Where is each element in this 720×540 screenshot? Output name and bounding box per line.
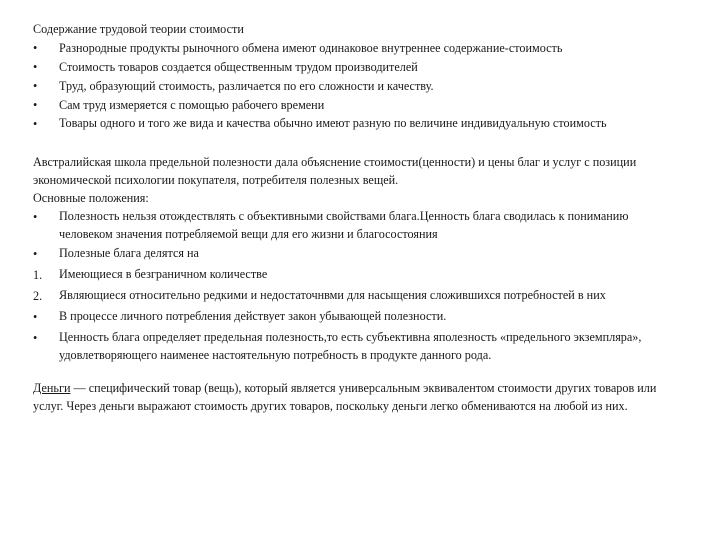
bullet-marker: • [33,98,38,112]
bullet-marker: • [33,41,38,55]
list-item-text: Полезные блага делятся на [59,246,199,260]
bullet-marker: • [33,117,38,131]
money-definition-text: — специфический товар (вещь), который является универсальным эквивалентом стоимости других товаров или услуг. Через деньги выражают стоимость других товаров, поскольку деньги легко обмениваются на любой из них. [33,381,657,413]
labor-theory-section [33,20,683,134]
list-item-text: Являющиеся относительно редкими и недостаточнвми для насыщения сложившихся потребностей в них [59,288,606,302]
bullet-marker: • [33,60,38,74]
list-marker: • [33,210,38,224]
list-item [33,96,683,115]
list-item-text: Полезность нельзя отождествлять с объективными свойствами блага.Ценность блага сводилась к пониманию человеком значения потребляемой вещи для его жизни и благосостояния [59,209,629,241]
list-item-text: Разнородные продукты рыночного обмена имеют одинаковое внутреннее содержание-стоимость [59,41,563,55]
list-marker: 2. [33,289,43,303]
list-item-text: Труд, образующий стоимость, различается по его сложности и качеству. [59,79,434,93]
list-item-text: Стоимость товаров создается общественным трудом производителей [59,60,418,74]
list-item [33,115,683,134]
marginal-utility-section [33,154,683,364]
spacer [33,134,683,154]
section-heading: Содержание трудовой теории стоимости [33,22,244,36]
list-item-text: Товары одного и того же вида и качества обычно имеют разную по величине индивидуальную стоимость [59,116,607,130]
list-marker: • [33,310,38,324]
list-item [33,245,683,264]
list-item-text: Имеющиеся в безграничном количестве [59,267,268,281]
bullet-marker: • [33,79,38,93]
list-marker: • [33,331,38,345]
list-item [33,329,683,364]
spacer [33,366,683,380]
document-page [33,20,683,415]
money-definition [33,380,683,415]
money-term-link[interactable]: Деньги [33,381,71,395]
list-item-text: Сам труд измеряется с помощью рабочего времени [59,98,325,112]
list-marker: 1. [33,268,43,282]
list-item [33,77,683,96]
list-item [33,58,683,77]
list-item [33,308,683,327]
list-item [33,208,683,243]
list-item-text: В процессе личного потребления действует закон убывающей полезности. [59,309,447,323]
list-item-text: Ценность блага определяет предельная полезность,то есть субъективна яполезность «предельного экземпляра», удовлетворяющего наименее настоятельную потребность в продукте данного рода. [59,330,642,362]
section-heading: Основные положения: [33,191,149,205]
list-item [33,287,683,306]
list-marker: • [33,247,38,261]
list-item [33,266,683,285]
list-item [33,39,683,58]
section-intro: Австралийская школа предельной полезности дала объяснение стоимости(ценности) и цены благ и услуг с позиции экономической психологии покупателя, потребителя полезных вещей. [33,155,637,187]
